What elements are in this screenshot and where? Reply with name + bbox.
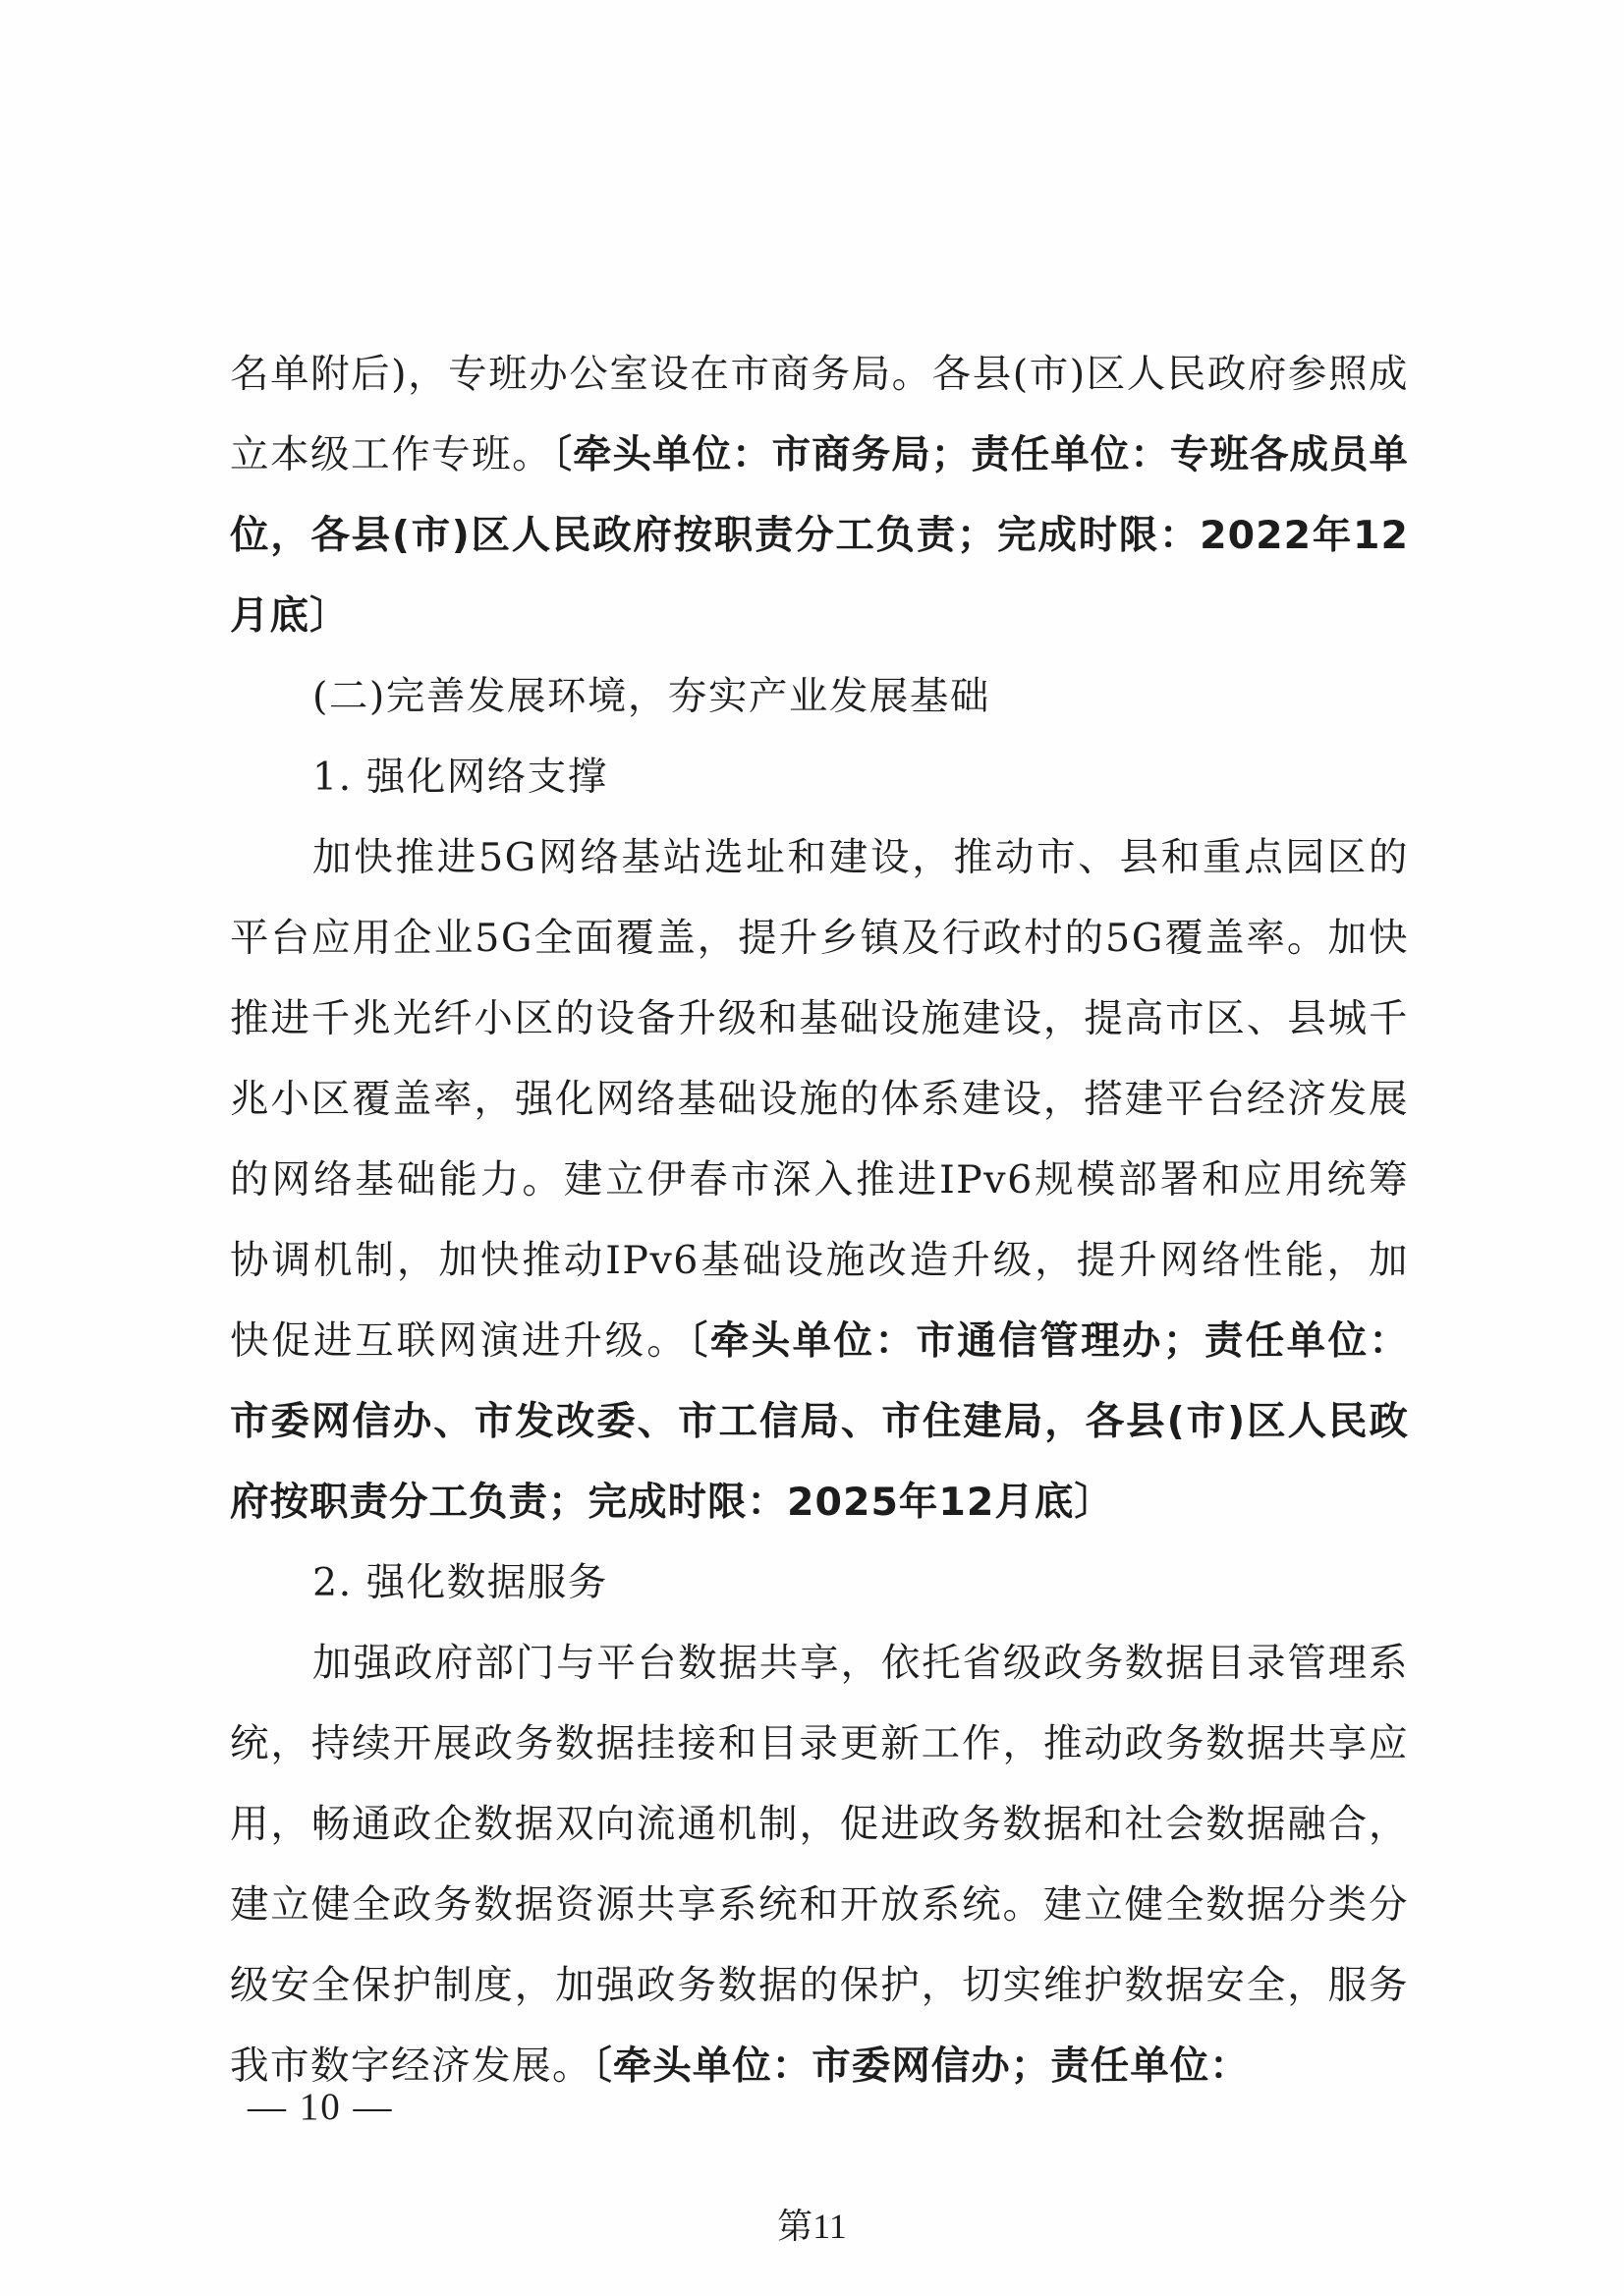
item-1-title: 1. 强化网络支撑 [312,755,608,800]
page-number: — 10 — [248,2086,394,2128]
continuation-paragraph [230,334,1409,656]
paragraph-text: 加快推进5G网络基站选址和建设，推动市、县和重点园区的平台应用企业5G全面覆盖，提升乡镇及行政村的5G覆盖率。加快推进千兆光纤小区的设备升级和基础设施建设，提高市区、县城千兆小区覆盖率，强化网络基础设施的体系建设，搭建平台经济发展的网络基础能力。建立伊春市深入推进IPv6规模部署和应用统筹协调机制，加快推动IPv6基础设施改造升级，提升网络性能，加快促进互联网演进升级。 [230,835,1409,1364]
item-2-paragraph [230,1623,1409,2106]
paragraph-text: 加强政府部门与平台数据共享，依托省级政务数据目录管理系统，持续开展政务数据挂接和目录更新工作，推动政务数据共享应用，畅通政企数据双向流通机制，促进政务数据和社会数据融合，建立健全政务数据资源共享系统和开放系统。建立健全数据分类分级安全保护制度，加强政务数据的保护，切实维护数据安全，服务我市数字经济发展。 [230,1641,1409,2089]
page-label: 第11 [777,2207,847,2246]
responsibility-note: 〔牵头单位：市通信管理办；责任单位：市委网信办、市发改委、市工信局、市住建局，各县(市)区人民政府按职责分工负责；完成时限：2025年12月底〕 [230,1318,1410,1525]
item-1-paragraph [230,817,1409,1542]
section-heading: (二)完善发展环境，夯实产业发展基础 [312,674,990,719]
responsibility-note: 〔牵头单位：市委网信办；责任单位： [592,2044,1250,2089]
paragraph-text: 名单附后)，专班办公室设在市商务局。各县(市)区人民政府参照成立本级工作专班。 [230,352,1409,477]
document-body [230,334,1409,2106]
item-2-title: 2. 强化数据服务 [312,1560,608,1605]
responsibility-note: 〔牵头单位：市商务局；责任单位：专班各成员单位，各县(市)区人民政府按职责分工负责；完成时限：2022年12月底〕 [230,432,1410,639]
